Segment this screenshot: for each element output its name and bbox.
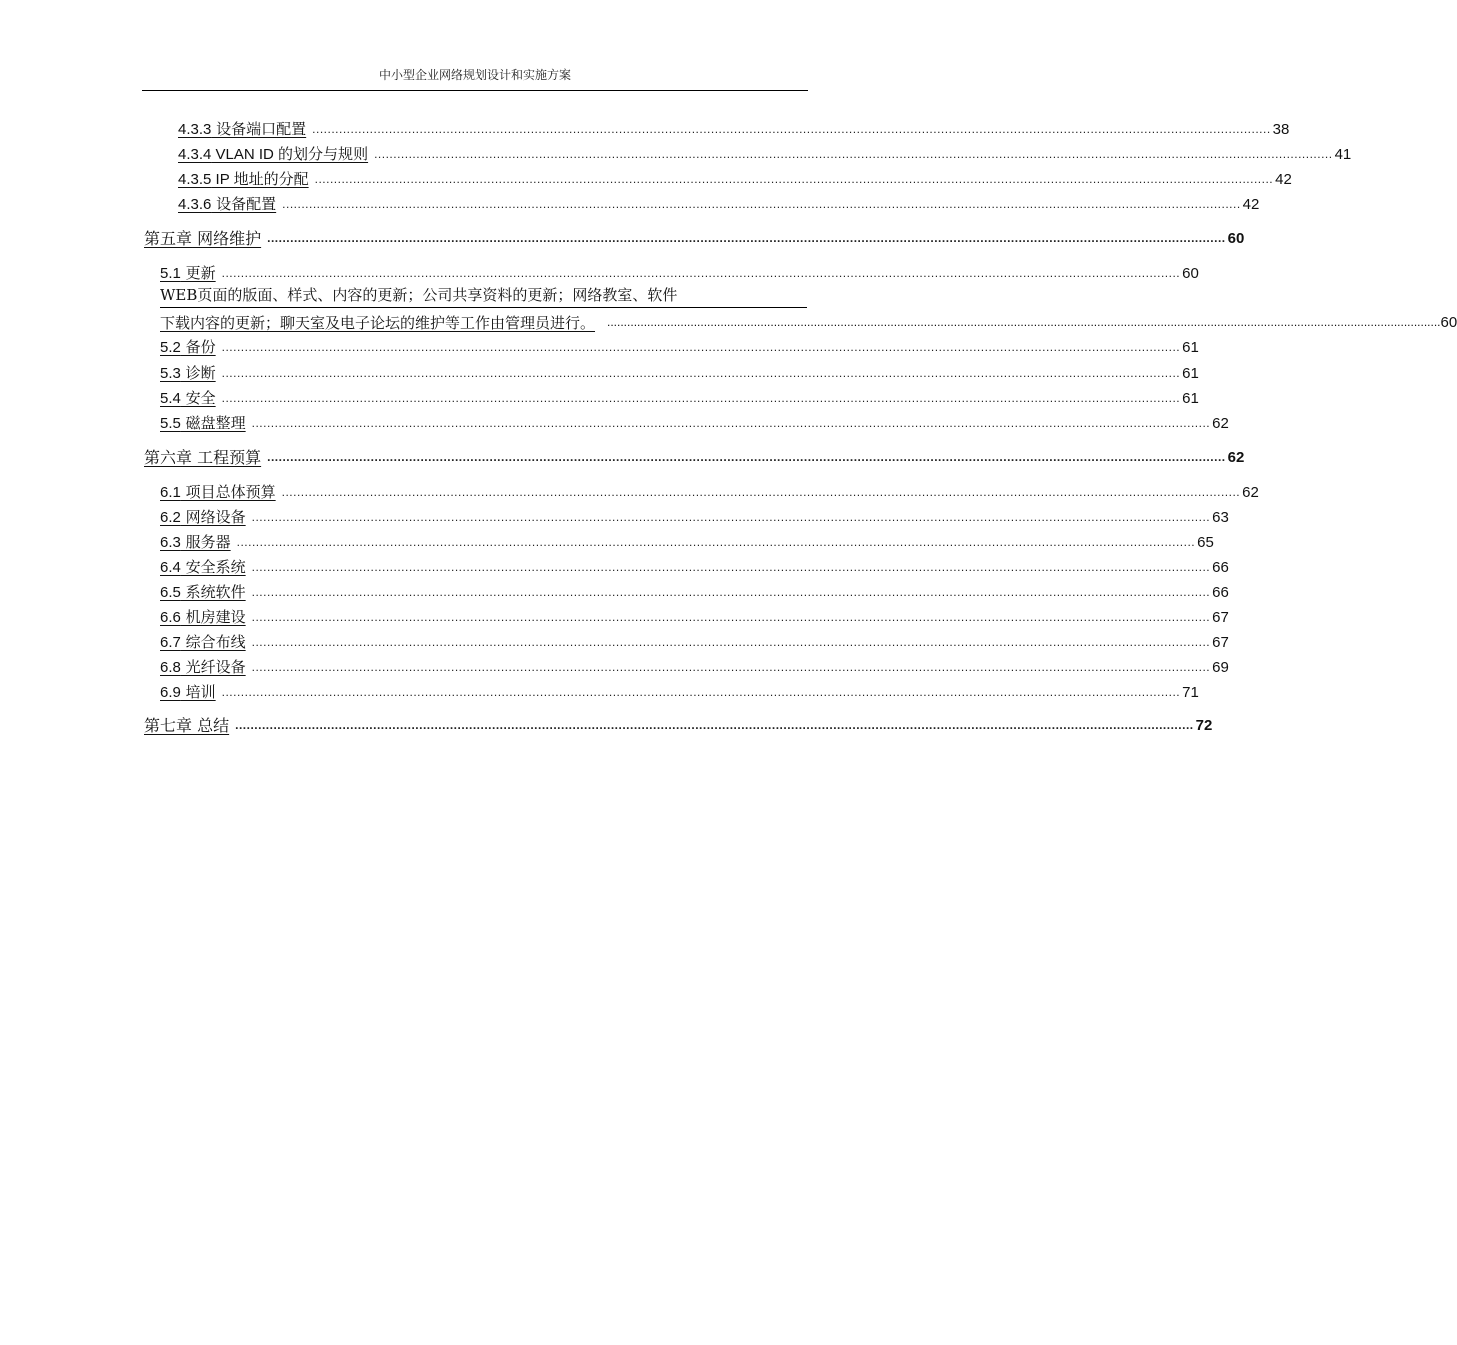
toc-page: 66	[1212, 559, 1229, 576]
toc-page: 65	[1197, 534, 1214, 551]
toc-entry-5-2[interactable]	[160, 336, 1199, 358]
leader-dots: ..........................................................................................................................................................................................................................................................	[267, 231, 1226, 245]
toc-entry-6-9[interactable]	[160, 681, 1199, 703]
toc-page: 66	[1212, 584, 1229, 601]
toc-title: 项目总体预算	[180, 483, 276, 501]
toc-number: 4.3.4	[178, 146, 212, 163]
toc-title: 光纤设备	[180, 658, 246, 676]
leader-dots: ..........................................................................................................................................................................................................................................................	[281, 485, 1241, 499]
toc-number: 6.2	[160, 509, 181, 526]
toc-page: 62	[1227, 449, 1245, 466]
toc-entry-5-1-detail[interactable]	[160, 285, 1457, 333]
toc-page: 42	[1242, 196, 1260, 213]
leader-dots: ..........................................................................................................................................................................................................................................................	[312, 122, 1271, 136]
toc-title: 工程预算	[192, 448, 262, 467]
toc-title: 综合布线	[180, 633, 246, 651]
toc-number: 第五章	[144, 229, 193, 248]
toc-number: 4.3.3	[178, 121, 212, 138]
toc-page: 41	[1334, 146, 1352, 163]
toc-entry-5-3[interactable]	[160, 362, 1199, 384]
toc-number: 6.4	[160, 559, 181, 576]
toc-number: 6.3	[160, 534, 181, 551]
toc-title: VLAN ID 的划分与规则	[211, 146, 369, 163]
toc-page: 61	[1182, 390, 1199, 407]
toc-title: 备份	[180, 338, 216, 356]
toc-page: 69	[1212, 659, 1229, 676]
toc-number: 5.2	[160, 339, 181, 356]
leader-dots: ..........................................................................................................................................................................................................................................................	[251, 560, 1211, 574]
toc-number: 5.5	[160, 415, 181, 432]
toc-page: 71	[1182, 684, 1199, 701]
toc-title: 网络维护	[192, 229, 262, 248]
toc-number: 6.9	[160, 684, 181, 701]
toc-entry-5-1[interactable]	[160, 262, 1199, 284]
toc-number: 6.5	[160, 584, 181, 601]
toc-entry-6-1[interactable]	[160, 481, 1259, 503]
toc-number: 5.4	[160, 390, 181, 407]
toc-title: 网络设备	[180, 508, 246, 526]
toc-title: IP 地址的分配	[211, 171, 309, 188]
toc-page: 61	[1182, 365, 1199, 382]
toc-page: 67	[1212, 609, 1229, 626]
leader-dots: ..........................................................................................................................................................................................................................................................	[221, 391, 1181, 405]
toc-entry-6-3[interactable]	[160, 531, 1214, 553]
leader-dots: ..........................................................................................................................................................................................................................................................	[235, 718, 1194, 732]
toc-page: 67	[1212, 634, 1229, 651]
toc-entry-5-5[interactable]	[160, 412, 1229, 434]
toc-number: 6.8	[160, 659, 181, 676]
toc-title: 更新	[180, 264, 216, 282]
toc-title: 诊断	[180, 364, 216, 382]
toc-page: 72	[1195, 717, 1213, 734]
leader-dots: ..........................................................................................................................................................................................................................................................	[314, 172, 1274, 186]
toc-number: 6.6	[160, 609, 181, 626]
toc-detail-line-2: 下载内容的更新；聊天室及电子论坛的维护等工作由管理员进行。	[160, 314, 596, 332]
leader-dots: ..........................................................................................................................................................................................................................................................	[251, 610, 1211, 624]
toc-number: 第六章	[144, 448, 193, 467]
toc-page: 62	[1242, 484, 1259, 501]
toc-number: 4.3.6	[178, 196, 212, 213]
toc-page: 38	[1272, 121, 1290, 138]
leader-dots: ..........................................................................................................................................................................................................................................................	[221, 366, 1181, 380]
toc-entry-4-3-6[interactable]	[178, 193, 1260, 215]
toc-title: 机房建设	[180, 608, 246, 626]
leader-dots: ..........................................................................................................................................................................................................................................................	[221, 340, 1181, 354]
leader-dots: ..........................................................................................................................................................................................................................................................	[251, 416, 1211, 430]
toc-number: 4.3.5	[178, 171, 212, 188]
toc-page: 60	[1227, 230, 1245, 247]
toc-entry-6-6[interactable]	[160, 606, 1229, 628]
toc-page: 60	[1440, 314, 1457, 331]
leader-dots: ..........................................................................................................................................................................................................................................................	[251, 585, 1211, 599]
leader-dots: ..........................................................................................................................................................................................................................................................	[251, 510, 1211, 524]
toc-page: 42	[1275, 171, 1292, 188]
toc-number: 5.1	[160, 265, 181, 282]
leader-dots: ..........................................................................................................................................................................................................................................................	[251, 635, 1211, 649]
toc-entry-4-3-3[interactable]	[178, 118, 1290, 140]
toc-entry-6-4[interactable]	[160, 556, 1229, 578]
toc-page: 63	[1212, 509, 1229, 526]
toc-chapter-6[interactable]	[144, 446, 1245, 468]
toc-entry-6-7[interactable]	[160, 631, 1229, 653]
toc-entry-6-8[interactable]	[160, 656, 1229, 678]
toc-number: 6.7	[160, 634, 181, 651]
toc-entry-6-2[interactable]	[160, 506, 1229, 528]
toc-entry-6-5[interactable]	[160, 581, 1229, 603]
toc-chapter-5[interactable]	[144, 227, 1245, 249]
toc-title: 系统软件	[180, 583, 246, 601]
toc-entry-5-4[interactable]	[160, 387, 1199, 409]
toc-entry-4-3-5[interactable]	[178, 168, 1292, 190]
leader-dots: ..........................................................................................................................................................................................................................................................	[251, 660, 1211, 674]
toc-title: 设备端口配置	[211, 120, 307, 138]
toc-number: 5.3	[160, 365, 181, 382]
leader-dots: ..........................................................................................................................................................................................................................................................	[282, 197, 1241, 211]
leader-dots: ..........................................................................................................................................................................................................................................................	[236, 535, 1196, 549]
toc-number: 第七章	[144, 716, 193, 735]
toc-chapter-7[interactable]	[144, 714, 1213, 736]
leader-dots: ..........................................................................................................................................................................................................................................................	[221, 685, 1181, 699]
leader-dots: ..........................................................................................................................................................................................................................................................	[221, 266, 1181, 280]
toc-title: 安全	[180, 389, 216, 407]
toc-title: 服务器	[180, 533, 231, 551]
toc-number: 6.1	[160, 484, 181, 501]
toc-title: 培训	[180, 683, 216, 701]
leader-dots: ..........................................................................................................................................................................................................................................................	[267, 450, 1226, 464]
toc-page: 62	[1212, 415, 1229, 432]
toc-page: 60	[1182, 265, 1199, 282]
toc-detail-line-1: WEB页面的版面、样式、内容的更新；公司共享资料的更新；网络教室、软件	[160, 285, 807, 308]
toc-entry-4-3-4[interactable]	[178, 143, 1352, 165]
page-header: 中小型企业网络规划设计和实施方案	[378, 68, 571, 82]
toc-title: 总结	[192, 716, 230, 735]
toc-title: 设备配置	[211, 195, 277, 213]
toc-title: 磁盘整理	[180, 414, 246, 432]
toc-title: 安全系统	[180, 558, 246, 576]
leader-dots: ..........................................................................................................................................................................................................................................................	[374, 147, 1333, 161]
toc-page: 61	[1182, 339, 1199, 356]
leader-dots: ..........................................................................................................................................................................................................................................................	[607, 315, 1441, 329]
